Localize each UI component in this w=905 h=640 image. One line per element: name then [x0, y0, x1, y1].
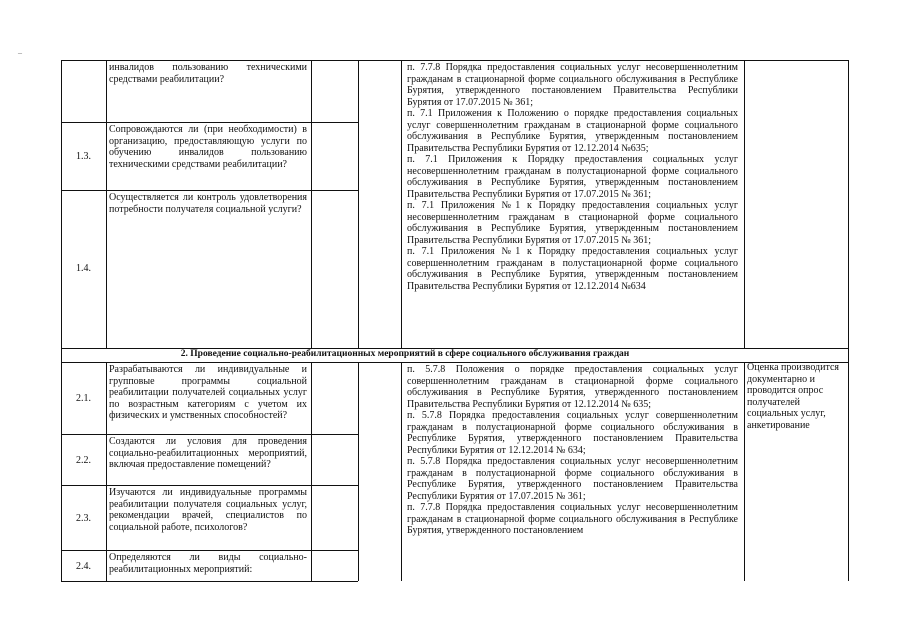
col-line — [311, 60, 312, 348]
row-line — [61, 485, 358, 486]
section-heading: 2. Проведение социально-реабилитационных мероприятий в сфере социального обслуживания граждан — [180, 349, 630, 359]
col-line — [106, 362, 107, 581]
question-text: Разрабатываются ли индивидуальные и групповые программы социальной реабилитации получателей социальных услуг по возрастным категориям с учетом их физических и умственных способностей? — [109, 364, 307, 421]
legal-refs-block — [407, 62, 738, 346]
row-line — [61, 550, 358, 551]
col-line — [61, 60, 62, 581]
row-number: 2.4. — [76, 561, 91, 572]
row-line — [61, 362, 849, 363]
scan-mark: – — [18, 48, 22, 57]
row-number: 2.3. — [76, 513, 91, 524]
col-line — [401, 362, 402, 581]
legal-ref: п. 5.7.8 Порядка предоставления социальных услуг совершеннолетним гражданам в полустационарной форме социального обслуживания в Республике Бурятия, утвержденного постановлением Правительства Республики Бурятия от 12.12.2014 № 634; — [407, 410, 738, 456]
col-line — [358, 60, 359, 348]
legal-ref: п. 7.1 Приложения к Положению о порядке предоставления социальных услуг совершеннолетним гражданам в стационарной форме социального обслуживания в Республике Бурятия, утвержденным постановлением Правительства Республики Бурятия от 12.12.2014 №635; — [407, 108, 738, 154]
col-line — [106, 60, 107, 348]
legal-ref: п. 7.1 Приложения №1 к Порядку предоставления социальных услуг несовершеннолетним гражданам в стационарной форме социального обслуживания в Республике Бурятия, утвержденным постановлением Правительства Республики Бурятия от 17.07.2015 № 361; — [407, 200, 738, 246]
col-line — [744, 60, 745, 348]
question-text: Сопровождаются ли (при необходимости) в организацию, предоставляющую услуги по обучению инвалидов пользованию техническими средствами реабилитации? — [109, 124, 307, 170]
question-text: Создаются ли условия для проведения социально-реабилитационных мероприятий, включая предоставление помещений? — [109, 436, 307, 470]
col-line — [401, 60, 402, 348]
legal-ref: п. 7.7.8 Порядка предоставления социальных услуг несовершеннолетним гражданам в стационарной форме социального обслуживания в Республике Бурятия, утвержденного постановлением Правительства Республики Бурятия от 17.07.2015 № 361; — [407, 62, 738, 108]
assessment-note: Оценка производится документарно и проводится опрос получателей социальных услуг, анкетирование — [747, 362, 839, 431]
row-line — [61, 190, 358, 191]
question-text: Изучаются ли индивидуальные программы реабилитации получателя социальных услуг, рекомендации врачей, специалистов по социальной работе, психологов? — [109, 487, 307, 533]
row-line — [61, 122, 358, 123]
legal-ref: п. 7.7.8 Порядка предоставления социальных услуг несовершеннолетним гражданам в стационарной форме социального обслуживания в Республике Бурятия, утвержденного постановлением — [407, 502, 738, 536]
legal-refs-block — [407, 364, 738, 580]
col-line — [358, 362, 359, 581]
col-line — [311, 362, 312, 581]
col-line — [848, 60, 849, 581]
legal-ref: п. 5.7.8 Порядка предоставления социальных услуг несовершеннолетним гражданам в полустационарной форме социального обслуживания в Республике Бурятия, утвержденного постановлением Правительства Республики Бурятия от 17.07.2015 № 361; — [407, 456, 738, 502]
legal-ref: п. 7.1 Приложения к Порядку предоставления социальных услуг несовершеннолетним гражданам в полустационарной форме социального обслуживания в Республике Бурятия, утвержденным постановлением Правительства Республики Бурятия от 17.07.2015 № 361; — [407, 154, 738, 200]
question-text: инвалидов пользованию техническими средствами реабилитации? — [109, 62, 307, 85]
question-text: Определяются ли виды социально-реабилитационных мероприятий: — [109, 552, 307, 575]
row-number: 1.4. — [76, 263, 91, 274]
legal-ref: п. 7.1 Приложения №1 к Порядку предоставления социальных услуг совершеннолетним гражданам в полустационарной форме социального обслуживания в Республике Бурятия, утвержденным постановлением Правительства Республики Бурятия от 12.12.2014 №634 — [407, 246, 738, 292]
row-line — [61, 581, 358, 582]
row-line — [61, 434, 358, 435]
legal-ref: п. 5.7.8 Положения о порядке предоставления социальных услуг совершеннолетним гражданам в стационарной форме социального обслуживания в Республике Бурятия, утвержденного постановлением Правительства Республики Бурятия от 12.12.2014 № 635; — [407, 364, 738, 410]
row-number: 2.1. — [76, 393, 91, 404]
row-number: 2.2. — [76, 455, 91, 466]
row-line — [61, 60, 849, 61]
question-text: Осуществляется ли контроль удовлетворения потребности получателя социальной услуги? — [109, 192, 307, 215]
col-line — [744, 362, 745, 581]
row-number: 1.3. — [76, 151, 91, 162]
